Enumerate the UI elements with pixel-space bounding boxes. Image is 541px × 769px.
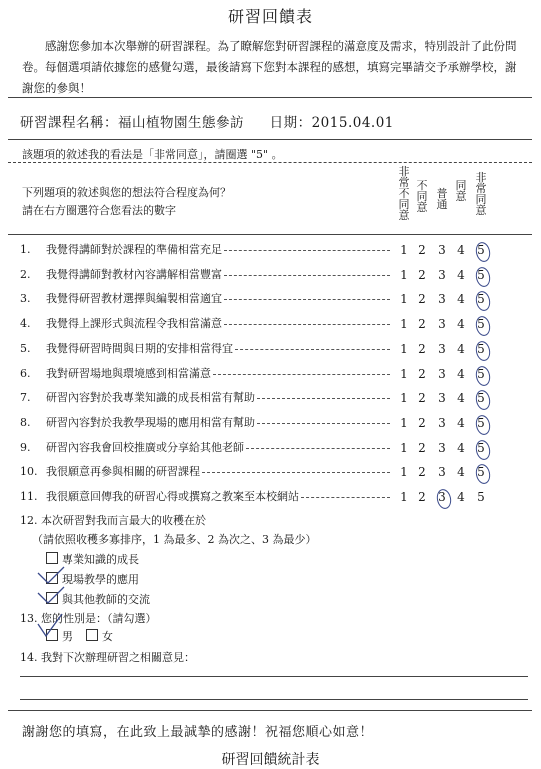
item-text: 我對研習場地與環境感到相當滿意 (46, 366, 211, 380)
selected-score-circle (474, 241, 492, 263)
col-disagree-header: 不同意 (416, 179, 428, 214)
score-option-1[interactable]: 1 (400, 391, 408, 406)
item-text: 我很願意回傳我的研習心得或撰寫之教案至本校網站 (46, 490, 299, 503)
score-option-5[interactable]: 5 (477, 292, 485, 307)
score-option-3[interactable]: 3 (438, 490, 446, 504)
selected-score-circle (474, 340, 492, 362)
option-teaching-application-label: 現場教學的應用 (62, 573, 139, 586)
rating-item-row (20, 438, 244, 458)
score-option-2[interactable]: 2 (418, 292, 426, 307)
score-option-4[interactable]: 4 (457, 465, 465, 480)
q14-label: 14. 我對下次辦理研習之相關意見： (20, 651, 195, 664)
selected-score-circle (474, 315, 492, 337)
rating-item-row (20, 388, 255, 408)
item-text: 我覺得講師對教材內容講解相當豐富 (46, 267, 222, 281)
selected-score-circle (435, 488, 453, 510)
gender-female-label: 女 (102, 630, 113, 643)
item-number: 5. (20, 341, 31, 355)
rating-item-row (20, 289, 222, 309)
course-name: 研習課程名稱：福山植物園生態參訪 (20, 115, 244, 131)
gender-male-label: 男 (62, 630, 73, 643)
selected-score-circle (474, 364, 492, 386)
leader-line (224, 275, 390, 276)
rating-item-row (20, 314, 222, 334)
selected-score-circle (474, 265, 492, 287)
option-peer-exchange-label: 與其他教師的交流 (62, 593, 150, 606)
score-option-1[interactable]: 1 (400, 292, 408, 307)
score-option-4[interactable]: 4 (457, 317, 465, 332)
score-option-3[interactable]: 3 (438, 415, 446, 430)
score-option-5[interactable]: 5 (477, 490, 485, 504)
item-number: 2. (20, 267, 31, 281)
divider-header (8, 234, 532, 235)
item-number: 9. (20, 440, 31, 454)
item-number: 6. (20, 366, 31, 380)
score-option-2[interactable]: 2 (418, 415, 426, 430)
score-option-4[interactable]: 4 (457, 267, 465, 282)
form-title: 研習回饋表 (227, 7, 313, 26)
item-number: 4. (20, 317, 31, 331)
score-option-1[interactable]: 1 (400, 490, 408, 504)
score-option-2[interactable]: 2 (418, 366, 426, 381)
score-option-5[interactable]: 5 (477, 317, 485, 332)
leader-line (213, 374, 390, 375)
score-option-3[interactable]: 3 (438, 391, 446, 406)
item-number: 8. (20, 415, 31, 429)
instruction-line-2: 請在右方圈選符合您看法的數字 (22, 204, 176, 217)
checkmark-icon (36, 585, 66, 607)
score-option-1[interactable]: 1 (400, 317, 408, 332)
score-option-4[interactable]: 4 (457, 391, 465, 406)
score-option-1[interactable]: 1 (400, 465, 408, 480)
score-option-1[interactable]: 1 (400, 415, 408, 430)
leader-line (301, 497, 390, 498)
score-option-4[interactable]: 4 (457, 415, 465, 430)
leader-line (257, 398, 390, 399)
score-option-1[interactable]: 1 (400, 341, 408, 356)
item-number: 1. (20, 243, 31, 256)
col-strongly-disagree-header: 非常不同意 (398, 165, 410, 222)
divider-note (8, 162, 532, 163)
selected-score-circle (474, 290, 492, 312)
score-option-3[interactable]: 3 (438, 440, 446, 455)
gender-checkmark-icon (36, 610, 66, 640)
score-option-3[interactable]: 3 (438, 465, 446, 480)
score-option-4[interactable]: 4 (457, 440, 465, 455)
rating-item-row (20, 240, 222, 260)
leader-line (235, 349, 390, 350)
leader-line (246, 448, 390, 449)
score-option-1[interactable]: 1 (400, 267, 408, 282)
leader-line (224, 299, 390, 300)
score-option-3[interactable]: 3 (438, 292, 446, 307)
statistics-title: 研習回饋統計表 (221, 752, 320, 768)
item-text: 我覺得研習時間與日期的安排相當得宜 (46, 341, 233, 355)
scale-note: 該題項的敘述我的看法是「非常同意」，請圈選 "5" 。 (22, 148, 283, 161)
score-option-4[interactable]: 4 (457, 490, 465, 504)
item-number: 7. (20, 391, 31, 405)
score-option-5[interactable]: 5 (477, 341, 485, 356)
item-text: 研習內容我會回校推廣或分享給其他老師 (46, 440, 244, 454)
score-option-4[interactable]: 4 (457, 366, 465, 381)
col-neutral-header: 普通 (436, 187, 448, 211)
leader-line (202, 472, 390, 473)
score-option-1[interactable]: 1 (400, 243, 408, 257)
score-option-4[interactable]: 4 (457, 341, 465, 356)
score-option-5[interactable]: 5 (477, 267, 485, 282)
divider-bottom (8, 710, 532, 711)
score-option-5[interactable]: 5 (477, 440, 485, 455)
score-option-3[interactable]: 3 (438, 341, 446, 356)
course-date: 日期：2015.04.01 (269, 115, 394, 131)
score-option-2[interactable]: 2 (418, 440, 426, 455)
item-text: 我覺得上課形式與流程令我相當滿意 (46, 317, 222, 331)
thank-you-footer: 謝謝您的填寫，在此致上最誠摯的感謝！祝福您順心如意！ (22, 725, 374, 740)
q12-label: 12. 本次研習對我而言最大的收穫在於 (20, 514, 206, 527)
option-professional-growth-checkbox[interactable] (46, 552, 58, 564)
item-text: 研習內容對於我教學現場的應用相當有幫助 (46, 415, 255, 429)
score-option-2[interactable]: 2 (418, 391, 426, 406)
course-line (20, 111, 394, 131)
score-option-2[interactable]: 2 (418, 267, 426, 282)
rating-item-row (20, 364, 211, 384)
checkmark-icon (36, 565, 66, 587)
intro-paragraph: 感謝您參加本次舉辦的研習課程。為了瞭解您對研習課程的滿意度及需求，特別設計了此份問卷。每個選項請依據您的感覺勾選，最後請寫下您對本課程的感想，填寫完畢請交予承辦學校，謝謝您的參與！ (22, 39, 517, 95)
selected-score-circle (474, 414, 492, 436)
divider-course (8, 139, 532, 140)
score-option-2[interactable]: 2 (418, 465, 426, 480)
selected-score-circle (474, 389, 492, 411)
score-option-4[interactable]: 4 (457, 243, 465, 257)
divider-top (8, 97, 532, 98)
score-option-3[interactable]: 3 (438, 366, 446, 381)
item-number: 10. (20, 465, 38, 479)
score-option-5[interactable]: 5 (477, 391, 485, 406)
leader-line (224, 324, 390, 325)
score-option-2[interactable]: 2 (418, 490, 426, 504)
comment-line-1[interactable] (20, 676, 528, 677)
comment-line-2[interactable] (20, 699, 528, 700)
option-professional-growth-label: 專業知識的成長 (62, 553, 139, 566)
rating-item-row (20, 265, 222, 285)
item-text: 研習內容對於我專業知識的成長相當有幫助 (46, 391, 255, 405)
leader-line (224, 250, 390, 251)
score-option-3[interactable]: 3 (438, 317, 446, 332)
score-option-5[interactable]: 5 (477, 366, 485, 381)
score-option-2[interactable]: 2 (418, 341, 426, 356)
instruction-line-1: 下列題項的敘述與您的想法符合程度為何？ (22, 186, 231, 199)
gender-female-checkbox[interactable] (86, 629, 98, 641)
item-text: 我覺得講師對於課程的準備相當充足 (46, 243, 222, 256)
selected-score-circle (474, 438, 492, 460)
score-option-5[interactable]: 5 (477, 465, 485, 480)
score-option-1[interactable]: 1 (400, 366, 408, 381)
score-option-5[interactable]: 5 (477, 243, 485, 257)
rating-item-row (20, 462, 200, 482)
col-strongly-agree-header: 非常同意 (475, 171, 487, 217)
score-option-3[interactable]: 3 (438, 243, 446, 257)
leader-line (257, 423, 390, 424)
score-option-3[interactable]: 3 (438, 267, 446, 282)
score-option-2[interactable]: 2 (418, 243, 426, 257)
score-option-4[interactable]: 4 (457, 292, 465, 307)
col-agree-header: 同意 (455, 179, 467, 203)
score-option-1[interactable]: 1 (400, 440, 408, 455)
rating-item-row (20, 413, 255, 433)
rating-item-row (20, 487, 299, 507)
item-number: 11. (20, 490, 38, 503)
selected-score-circle (474, 463, 492, 485)
item-text: 我很願意再參與相關的研習課程 (46, 465, 200, 479)
score-option-5[interactable]: 5 (477, 415, 485, 430)
rating-item-row (20, 339, 233, 359)
item-text: 我覺得研習教材選擇與編製相當適宜 (46, 292, 222, 306)
q12-hint: （請依照收穫多寡排序，1 為最多、2 為次之、3 為最少） (32, 533, 317, 546)
q13-label: 13. 您的性別是：（請勾選） (20, 612, 157, 625)
score-option-2[interactable]: 2 (418, 317, 426, 332)
item-number: 3. (20, 292, 31, 306)
